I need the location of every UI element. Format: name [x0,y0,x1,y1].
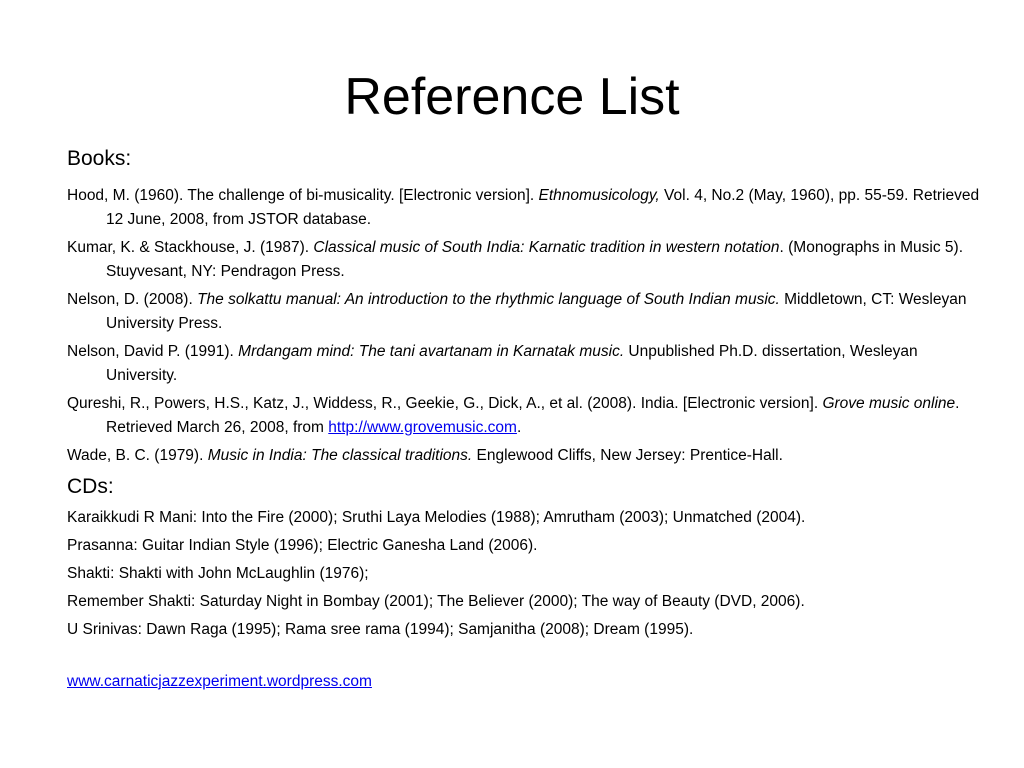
ref-title: Classical music of South India: Karnatic tradition in western notation [313,239,780,256]
slide-content [67,146,982,694]
book-reference [67,236,982,284]
slide-title: Reference List [344,68,680,126]
ref-text: Vol. 4, No.2 (May, 1960), pp. 55-59. Retrieved 12 June, 2008, from JSTOR database. [106,187,980,228]
ref-text: Qureshi, R., Powers, H.S., Katz, J., Widdess, R., Geekie, G., Dick, A., et al. (2008). India. [Electronic version]. [67,395,823,412]
ref-text: Wade, B. C. (1979). [67,447,208,464]
ref-text: Unpublished Ph.D. dissertation, Wesleyan University. [106,343,918,384]
ref-text: Kumar, K. & Stackhouse, J. (1987). [67,239,314,256]
website-link[interactable]: www.carnaticjazzexperiment.wordpress.com [67,673,372,690]
book-reference [67,444,982,468]
ref-title: Grove music online [822,395,956,412]
book-reference [67,288,982,336]
ref-text: . (Monographs in Music 5). Stuyvesant, NY: Pendragon Press. [106,239,964,280]
ref-text: Middletown, CT: Wesleyan University Press. [106,291,967,332]
grovemusic-link[interactable]: http://www.grovemusic.com [328,419,517,436]
ref-title: Ethnomusicology, [538,187,660,204]
ref-text: Hood, M. (1960). The challenge of bi-musicality. [Electronic version]. [67,187,539,204]
ref-title: Mrdangam mind: The tani avartanam in Karnatak music. [238,343,625,360]
cds-heading: CDs: [67,475,114,498]
cd-item: Prasanna: Guitar Indian Style (1996); Electric Ganesha Land (2006). [67,537,538,554]
ref-text: Nelson, D. (2008). [67,291,198,308]
ref-title: The solkattu manual: An introduction to the rhythmic language of South Indian music. [197,291,780,308]
ref-text: Nelson, David P. (1991). [67,343,239,360]
ref-title: Music in India: The classical traditions. [207,447,473,464]
book-reference [67,340,982,388]
cd-item: Remember Shakti: Saturday Night in Bombay (2001); The Believer (2000); The way of Beauty (DVD, 2006). [67,593,805,610]
book-reference [67,392,982,440]
ref-text: . [516,419,522,436]
books-heading: Books: [67,147,132,170]
ref-text: Englewood Cliffs, New Jersey: Prentice-Hall. [472,447,783,464]
ref-text: . Retrieved March 26, 2008, from [106,395,960,436]
book-reference [67,184,982,232]
cd-item: Karaikkudi R Mani: Into the Fire (2000); Sruthi Laya Melodies (1988); Amrutham (2003); Unmatched (2004). [67,509,806,526]
cd-item: Shakti: Shakti with John McLaughlin (1976); [67,565,369,582]
cd-item: U Srinivas: Dawn Raga (1995); Rama sree rama (1994); Samjanitha (2008); Dream (1995). [67,621,694,638]
